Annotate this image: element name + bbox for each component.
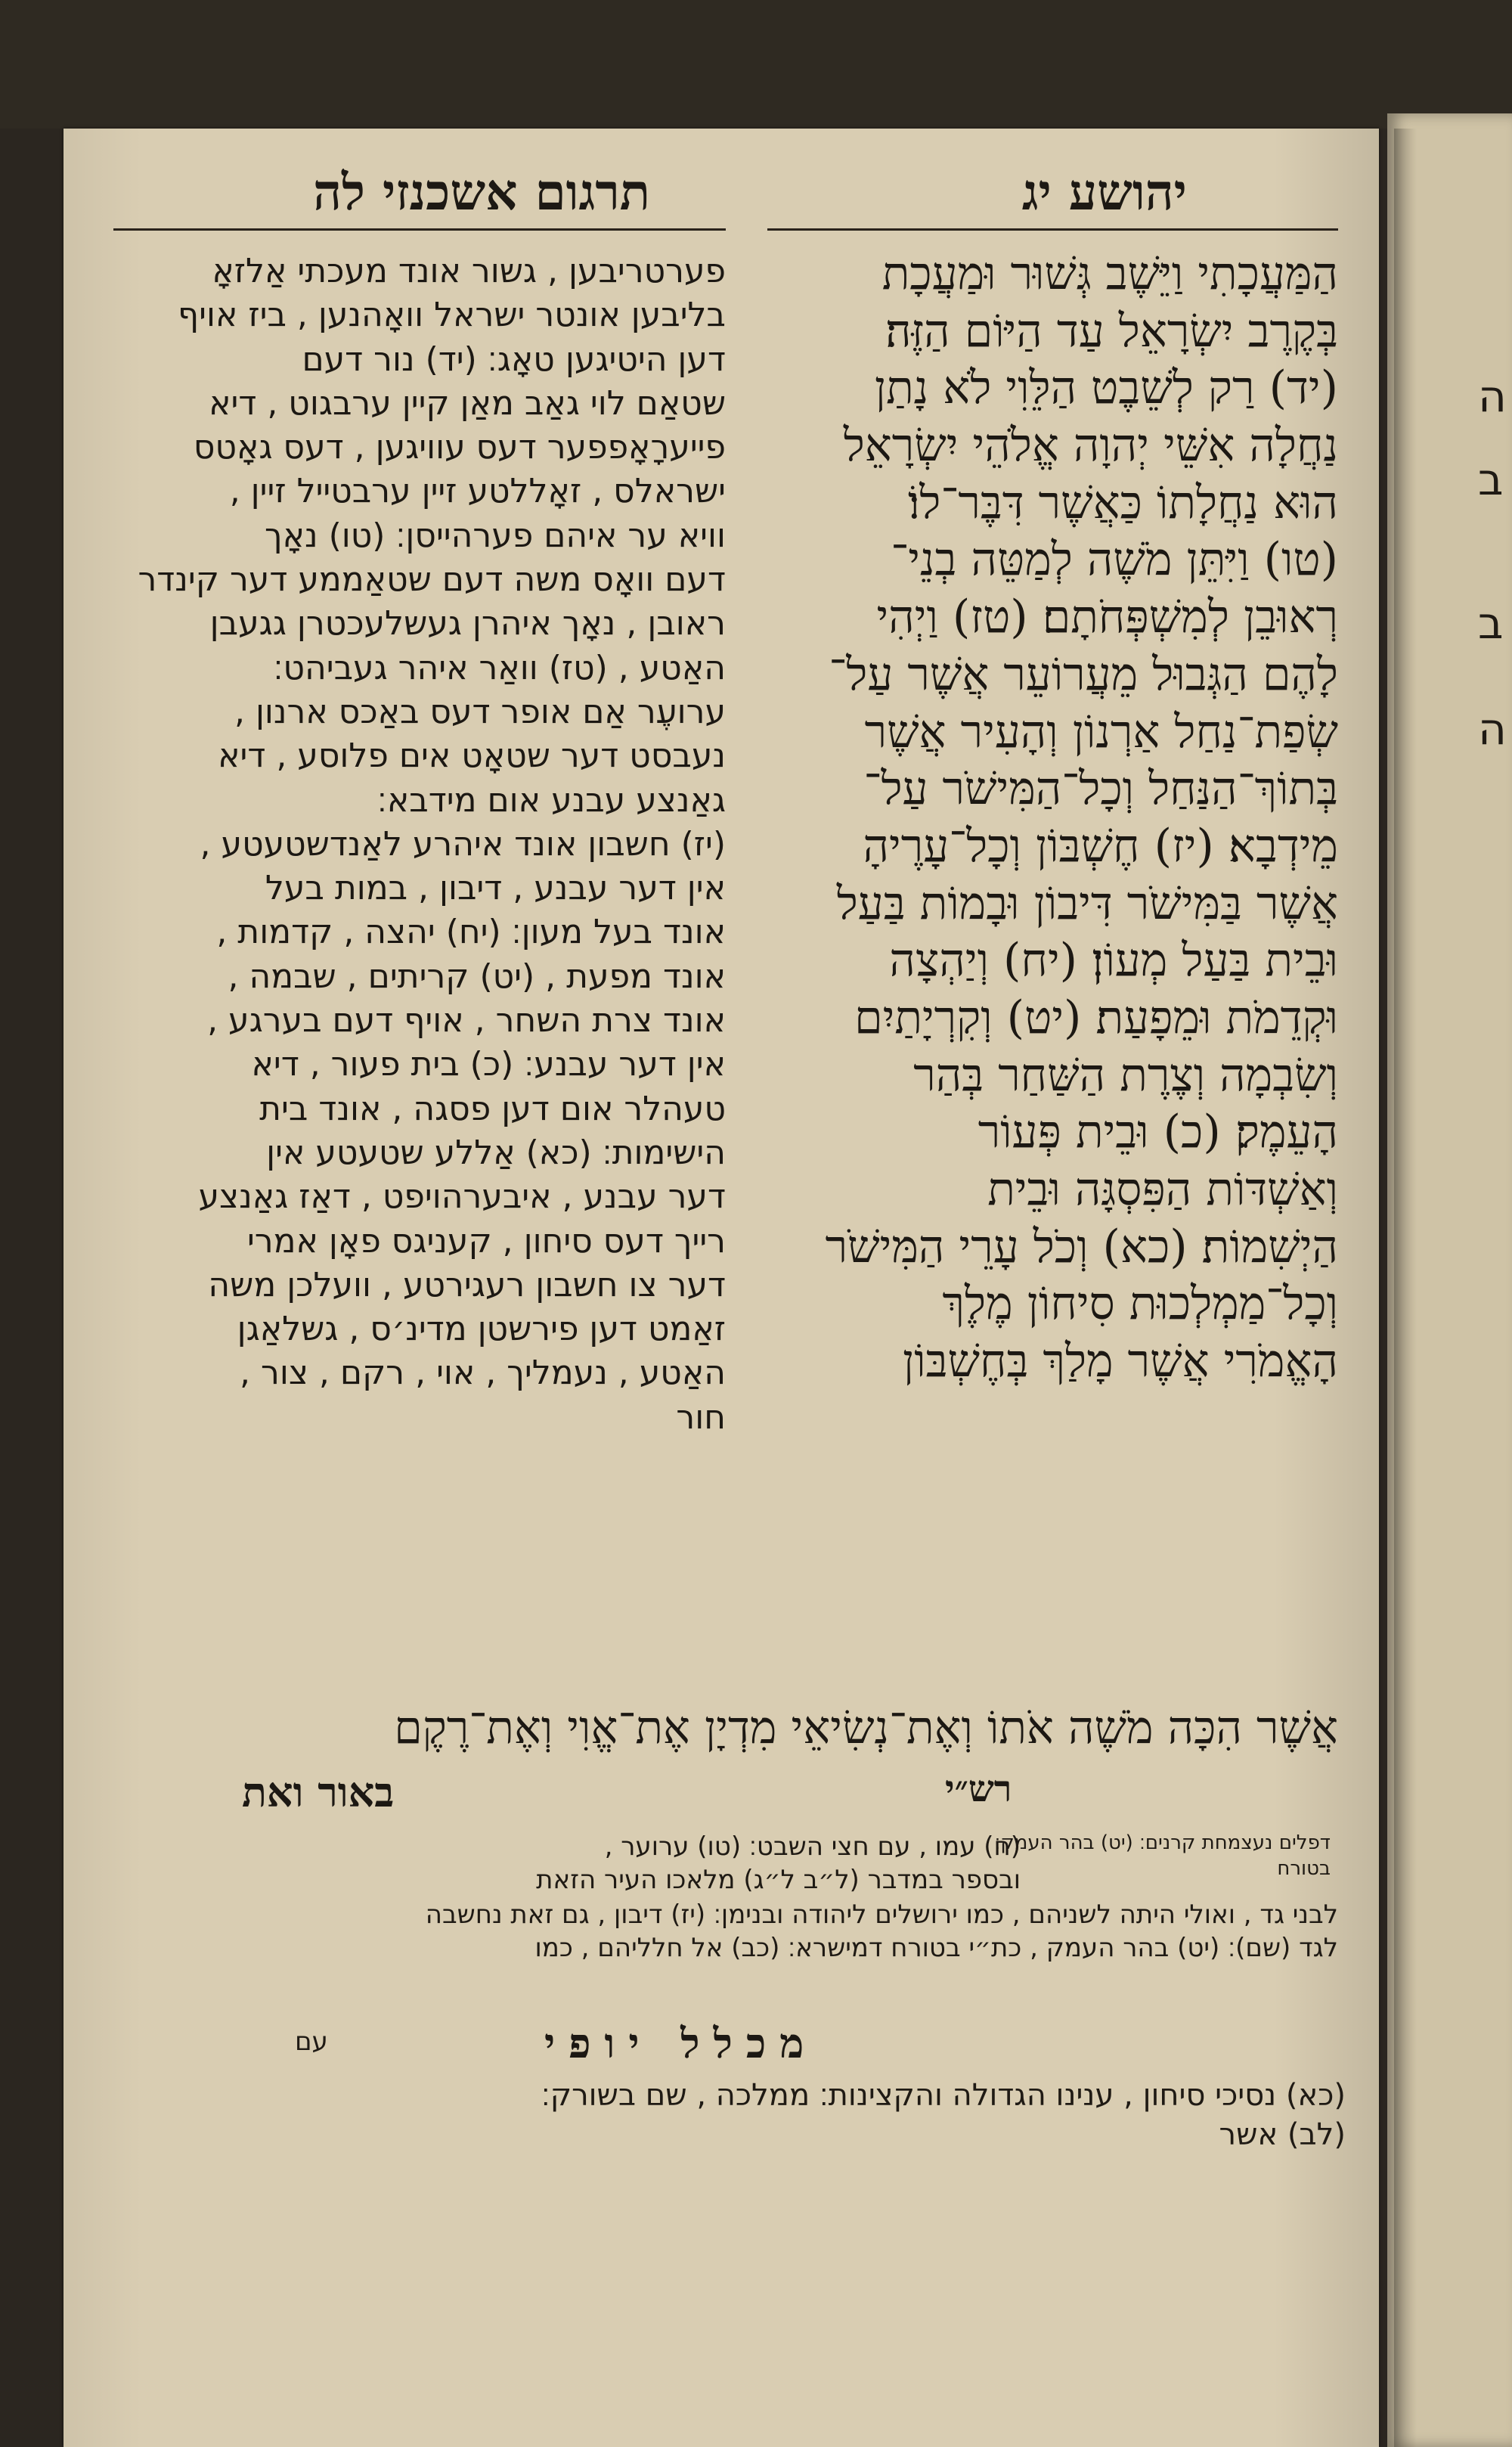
translation-line: טעהלר אום דען פסגה , אונד בית [259,1089,726,1128]
translation-line: ערועֶר אַם אופר דעס באַכס ארנון , [234,692,726,731]
translation-line: אין דער עבנע׃ (כ) בית פעור , דיא [251,1045,726,1084]
hebrew-text-line: הוּא נַחֲלָתוֹ כַּאֲשֶׁר דִּבֶּר־לוֹ׃ [907,476,1338,529]
biur-line: לבני גד , ואולי היתה לשניהם , כמו ירושלים ליהודה ובנימן׃ (יז) דיבון , גם זאת נחשבה [425,1900,1338,1930]
translation-line: דען היטיגען טאָג׃ (יד) נור דעם [302,340,726,379]
hebrew-text-line: וְאַשְׁדּוֹת הַפִּסְגָּה וּבֵית [987,1163,1338,1216]
michlal-yofi-title: מכלל יופי [544,2019,818,2067]
hebrew-text-line: הַיְשִׁמוֹת׃ (כא) וְכֹל עָרֵי הַמִּישֹׁר [825,1220,1338,1273]
hebrew-text-line: נַחֲלָה אִשֵּׁי יְהוָה אֱלֹהֵי יִשְׂרָאֵל [843,419,1338,473]
translation-column [113,250,726,1440]
hebrew-continuation-line: אֲשֶׁר הִכָּה מֹשֶׁה אֹתוֹ וְאֶת־נְשִׂיאֵי מִדְיָן אֶת־אֱוִי וְאֶת־רֶקֶם [394,1701,1338,1754]
rashi-line: דפלים נעצמחת קרנים׃ (יט) בהר העמק׃ [994,1831,1331,1854]
translation-line: האַטע , (טז) וואַר איהר געביהט׃ [273,648,726,687]
header-rule-left [113,228,726,231]
translation-line: ראובן , נאָך איהרן געשלעכטרן גגעבן [209,604,726,644]
michlal-yofi-commentary [257,2076,1346,2154]
michlal-line: (לב) אשר [1219,2117,1346,2152]
hebrew-text-line: אֲשֶׁר בַּמִּישֹׁר דִּיבוֹן וּבָמוֹת בַּעַל [836,876,1338,930]
hebrew-text-line: וְשִׂבְמָה וְצֶרֶת הַשַּׁחַר בְּהַר [913,1048,1338,1102]
translation-line: אונד מפעת , (יט) קריתים , שבמה , [228,957,726,996]
translation-line: פייערָאָפפער דעס עוויגען , דעס גאָטס [193,428,726,467]
rashi-title: רש״י [945,1768,1012,1810]
translation-line: אין דער עבנע , דיבון , במות בעל [265,869,726,908]
hebrew-text-line: הָעֵמֶק׃ (כ) וּבֵית פְּעוֹר [978,1106,1338,1159]
biur-line: ובספר במדבר (ל״ב ל״ג) מלאכו העיר הזאת [536,1865,1021,1895]
hebrew-text-line: (טו) וַיִּתֵּן מֹשֶׁה לְמַטֵּה בְנֵי־ [891,533,1338,587]
translation-line: ישראלס , זאָללטע זיין ערבטייל זיין , [229,472,726,511]
hebrew-text-column [767,246,1338,1391]
translation-line: חור [676,1397,726,1437]
running-head-right: יהושע יג [1021,163,1187,222]
translation-line: דעם וואָס משה דעם שטאַממע דער קינדר [138,560,726,600]
michlal-line: (כא) נסיכי סיחון , ענינו הגדולה והקצינות׃ ממלכה , שם בשורק׃ [541,2078,1346,2113]
translation-line: שטאַם לוי גאַב מאַן קיין ערבגוט , דיא [209,383,726,423]
translation-line: אונד צרת השחר , אויף דעם בערגע , [207,1001,726,1041]
translation-line: (יז) חשבון אונד איהרע לאַנדשטעטע , [200,824,726,864]
translation-line: האַטע , נעמליך , אוי , רקם , צור , [240,1354,726,1393]
translation-line: גאַנצע עבנע אום מידבא׃ [376,780,726,820]
biur-line: לגד (שם)׃ (יט) בהר העמק , כת״י בטורח דמישרא׃ (כב) אל חלליהם , כמו [534,1933,1338,1963]
translation-line: זאַמט דען פירשטן מדינ׳ס , גשלאַגן [237,1310,726,1349]
translation-line: אונד בעל מעון׃ (יח) יהצה , קדמות , [216,913,726,952]
biur-commentary-wide [113,1898,1338,1965]
hebrew-text-line: שְׂפַת־נַחַל אַרְנוֹן וְהָעִיר אֲשֶׁר [864,705,1338,758]
translation-line: דער עבנע , איבערהויפט , דאַז גאַנצע [198,1177,726,1217]
translation-line: פערטריבען , גשור אונד מעכתי אַלזאָ [212,252,726,290]
translation-line: וויא ער איהם פערהייסן׃ (טו) נאָך [264,516,726,555]
translation-line: דער צו חשבון רעגירטע , וועלכן משה [208,1265,726,1304]
rashi-line: בטורח [1277,1857,1331,1880]
hebrew-text-line: בְּקֶרֶב יִשְׂרָאֵל עַד הַיּוֹם הַזֶּה׃ [885,304,1338,358]
translation-line: רייך דעס סיחון , קעניגס פאָן אמרי [246,1221,726,1261]
rashi-commentary [994,1830,1331,1881]
biur-line: (ח) עמו , עם חצי השבט׃ (טו) ערוער , [604,1831,1021,1862]
hebrew-text-line: רְאוּבֵן לְמִשְׁפְּחֹתָם׃ (טז) וַיְהִי [876,591,1338,644]
header-rule-right [767,228,1338,231]
hebrew-text-line: הָאֱמֹרִי אֲשֶׁר מָלַךְ בְּחֶשְׁבּוֹן [902,1335,1338,1388]
biur-commentary-top [113,1830,1021,1897]
hebrew-text-line: וּבֵית בַּעַל מְעוֹן׃ (יח) וְיַהְצָה [889,934,1338,988]
hebrew-text-line: וְכָל־מַמְלְכוּת סִיחוֹן מֶלֶךְ [942,1277,1338,1331]
next-page-edge: ה ב ב ה [1387,113,1512,2447]
hebrew-text-line: הַמַּעֲכָתִי וַיֵּשֶׁב גְּשׁוּר וּמַעֲכָת [881,247,1338,300]
translation-line: נעבסט דער שטאָט אים פלוסע , דיא [218,737,726,776]
running-head-left: תרגום אשכנזי לה [313,163,650,222]
hebrew-text-line: לָהֶם הַגְּבוּל מֵעֲרוֹעֵר אֲשֶׁר עַל־ [829,647,1338,701]
biur-title: באור ואת [242,1768,395,1816]
hebrew-text-line: וּקְדֵמֹת וּמֵפָעַת׃ (יט) וְקִרְיָתַיִם [854,991,1338,1044]
translation-line: הישימות׃ (כא) אַללע שטעטע אין [266,1133,726,1172]
hebrew-text-line: (יד) רַק לְשֵׁבֶט הַלֵּוִי לֹא נָתַן [874,361,1338,415]
translation-line: בליבען אונטר ישראל וואָהנען , ביז אויף [178,296,726,335]
page-gutter-shadow [1394,129,1417,2447]
hebrew-text-line: בְּתוֹךְ־הַנַּחַל וְכָל־הַמִּישֹׁר עַל־ [863,762,1338,816]
michlal-trailing-word: עם [295,2027,328,2057]
dark-background-top [0,0,1512,129]
hebrew-text-line: מֵידְבָא׃ (יז) חֶשְׁבּוֹן וְכָל־עָרֶיהָ [863,819,1338,873]
